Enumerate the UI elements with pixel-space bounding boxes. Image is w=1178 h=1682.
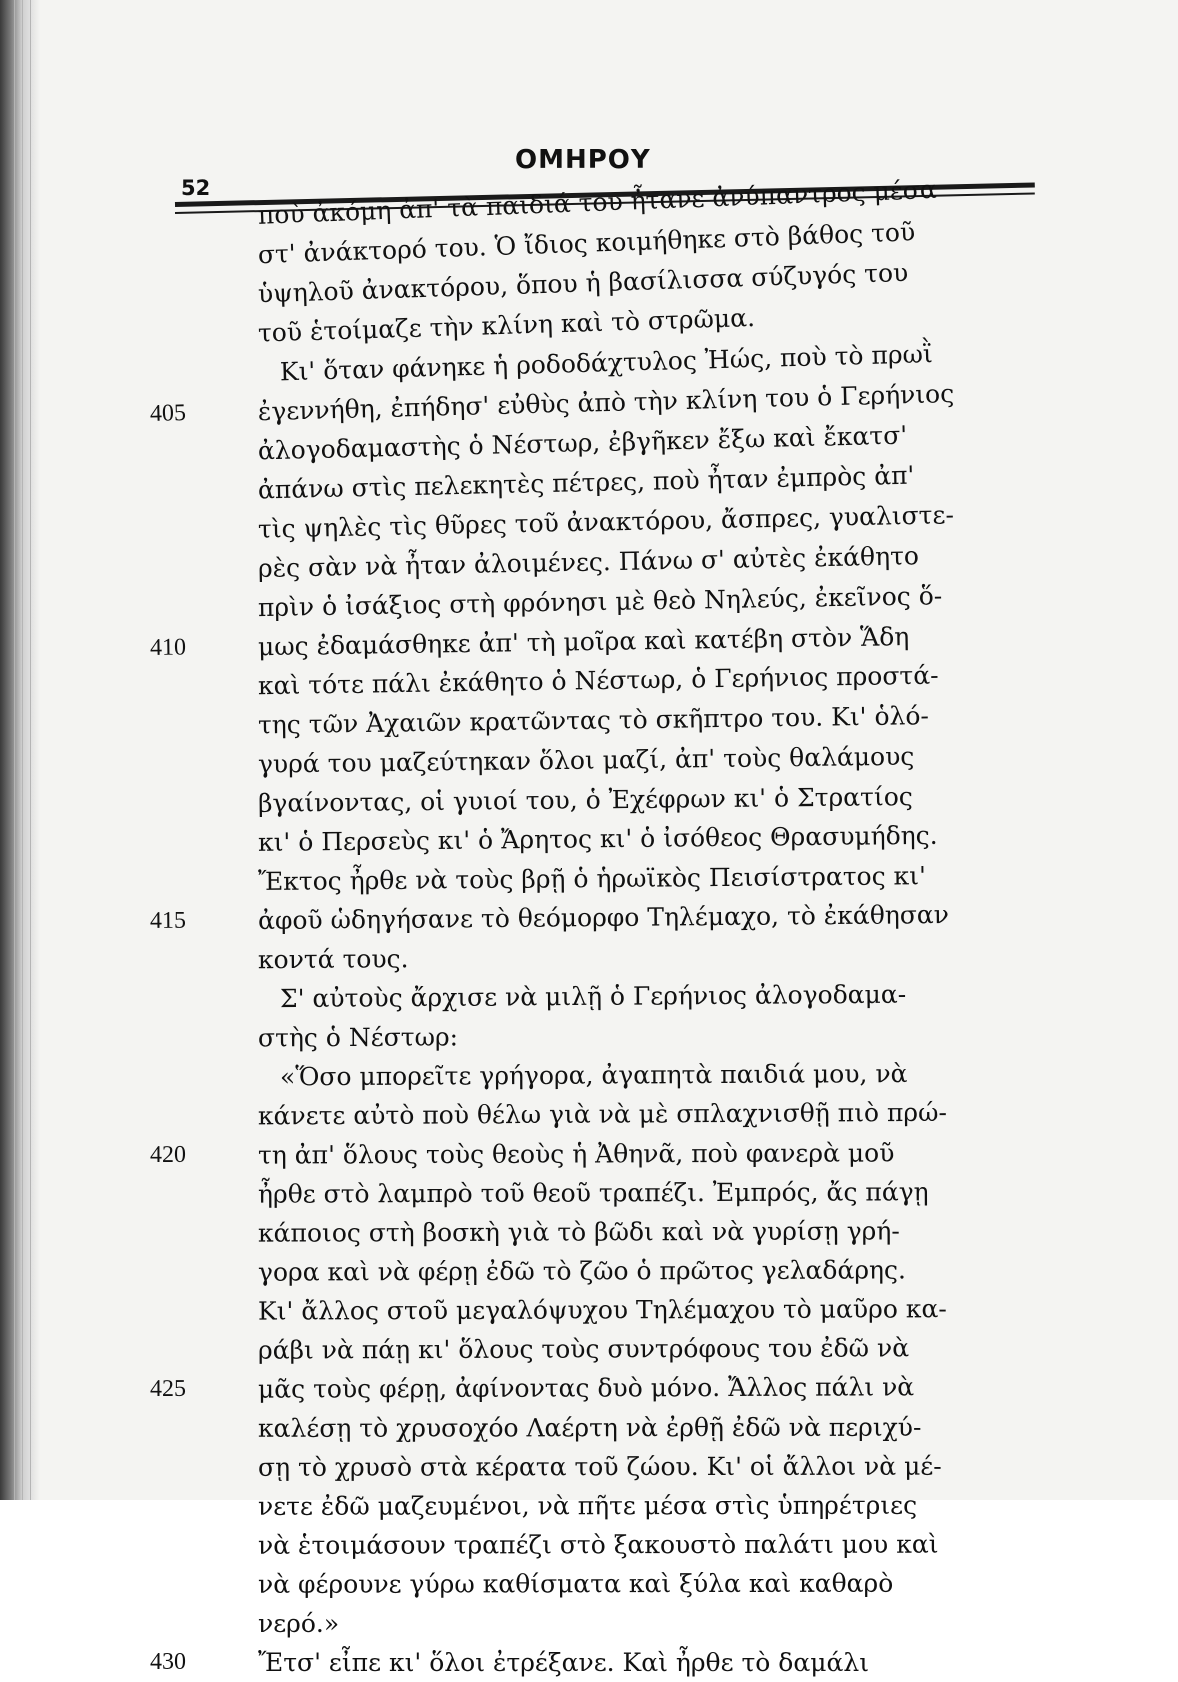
verse-number: 405 — [149, 393, 220, 434]
text-line — [150, 1643, 1070, 1682]
line-text: ρὲς σὰν νὰ ἦταν ἀλοιμένες. Πάνω σ' αὐτὲς ἐκάθητο — [258, 536, 920, 588]
line-text: μως ἐδαμάσθηκε ἀπ' τὴ μοῖρα καὶ κατέβη στὸν Ἅδη — [258, 617, 910, 666]
text-line — [150, 1524, 1070, 1565]
line-text: γυρά του μαζεύτηκαν ὅλοι μαζί, ἀπ' τοὺς θαλάμους — [258, 737, 915, 784]
line-text: μᾶς τοὺς φέρῃ, ἀφίνοντας δυὸ μόνο. Ἄλλος πάλι νὰ — [258, 1367, 914, 1408]
verse-number: 420 — [150, 1136, 220, 1175]
text-line — [150, 1446, 1070, 1487]
line-text: Κι' ὅταν φάνηκε ἡ ροδοδάχτυλος Ἠώς, ποὺ τὸ πρωῒ — [279, 334, 933, 391]
line-text: κάποιος στὴ βοσκὴ γιὰ τὸ βῶδι καὶ νὰ γυρίσῃ γρή- — [258, 1211, 900, 1252]
line-text: Ἔτσ' εἶπε κι' ὅλοι ἐτρέξανε. Καὶ ἦρθε τὸ δαμάλι — [258, 1643, 869, 1682]
line-text: βγαίνοντας, οἱ γυιοί του, ὁ Ἐχέφρων κι' ὁ Στρατίος — [258, 777, 913, 823]
line-text: Σ' αὐτοὺς ἄρχισε νὰ μιλῇ ὁ Γερήνιος ἀλογοδαμα- — [280, 975, 906, 1018]
line-text: κάνετε αὐτὸ ποὺ θέλω γιὰ νὰ μὲ σπλαχνισθῇ πιὸ πρώ- — [258, 1093, 947, 1136]
page-edge-line — [22, 0, 23, 1500]
line-text: καλέσῃ τὸ χρυσοχόο Λαέρτη νὰ ἐρθῇ ἐδῶ νὰ περιχύ- — [258, 1408, 922, 1448]
line-text: «Ὅσο μπορεῖτε γρήγορα, ἀγαπητὰ παιδιά μου, νὰ — [280, 1054, 908, 1096]
page-edge-line — [30, 0, 31, 1500]
verse-number: 430 — [150, 1643, 220, 1682]
text-line — [150, 1014, 1070, 1058]
verse-number — [149, 197, 219, 200]
verse-number — [150, 862, 220, 863]
line-text: Ἔκτος ἦρθε νὰ τοὺς βρῇ ὁ ἡρωϊκὸς Πεισίστρατος κι' — [258, 856, 926, 901]
line-text: ἐγεννήθη, ἐπήδησ' εὐθὺς ἀπὸ τὴν κλίνη του ὁ Γερήνιος — [257, 374, 954, 431]
verse-number — [150, 667, 220, 668]
text-line — [150, 974, 1070, 1019]
line-text: ράβι νὰ πάῃ κι' ὅλους τοὺς συντρόφους του ἐδῶ νὰ — [258, 1328, 909, 1369]
text-line — [150, 1092, 1070, 1136]
page-edge-shadow — [0, 0, 40, 1500]
verse-number — [150, 745, 220, 746]
line-text: γορα καὶ νὰ φέρῃ ἐδῶ τὸ ζῶο ὁ πρῶτος γελαδάρης. — [258, 1250, 906, 1291]
running-title: ΟΜΗΡΟΥ — [515, 145, 651, 175]
line-text: κοντά τους. — [258, 939, 409, 979]
verse-number — [150, 589, 220, 590]
verse-number — [150, 550, 220, 551]
body-text — [150, 200, 1070, 1682]
text-line — [150, 1407, 1070, 1448]
line-text: ἀλογοδαμαστὴς ὁ Νέστωρ, ἐβγῆκεν ἔξω καὶ ἔκατσ' — [257, 416, 907, 471]
line-text: καὶ τότε πάλι ἐκάθητο ὁ Νέστωρ, ὁ Γερήνιος προστά- — [258, 656, 939, 706]
text-line — [150, 1133, 1070, 1175]
verse-number: 410 — [150, 628, 221, 668]
text-line — [150, 1563, 1070, 1604]
line-text: πρὶν ὁ ἰσάξιος στὴ φρόνησι μὲ θεὸ Νηλεύς, ἐκεῖνος ὅ- — [258, 576, 943, 627]
line-text: νερό.» — [258, 1604, 339, 1643]
page-edge-line — [14, 0, 15, 1500]
line-text: νετε ἐδῶ μαζευμένοι, νὰ πῆτε μέσα στὶς ὑπηρέτριες — [258, 1486, 917, 1526]
text-line — [150, 1485, 1070, 1526]
line-text: ὑψηλοῦ ἀνακτόρου, ὅπου ἡ βασίλισσα σύζυγός του — [257, 253, 909, 314]
line-text: της τῶν Ἀχαιῶν κρατῶντας τὸ σκῆπτρο του. Κι' ὁλό- — [258, 696, 929, 744]
line-text: νὰ φέρουνε γύρω καθίσματα καὶ ξύλα καὶ καθαρὸ — [258, 1564, 893, 1604]
text-line — [150, 1172, 1070, 1214]
line-text: κι' ὁ Περσεὺς κι' ὁ Ἄρητος κι' ὁ ἰσόθεος Θρασυμήδης. — [258, 816, 938, 862]
text-line — [150, 1367, 1070, 1409]
verse-number: 415 — [150, 901, 220, 941]
text-line — [150, 935, 1070, 980]
text-line — [150, 1053, 1070, 1097]
line-text: στὴς ὁ Νέστωρ: — [258, 1017, 458, 1057]
line-text: τὶς ψηλὲς τὶς θῦρες τοῦ ἀνακτόρου, ἄσπρες, γυαλιστε- — [258, 495, 955, 549]
line-text: ἀφοῦ ὡδηγήσανε τὸ θεόμορφο Τηλέμαχο, τὸ ἐκάθησαν — [258, 895, 949, 940]
line-text: νὰ ἑτοιμάσουν τραπέζι στὸ ξακουστὸ παλάτι μου καὶ — [258, 1525, 939, 1565]
text-line — [150, 1211, 1070, 1253]
line-text: σῃ τὸ χρυσὸ στὰ κέρατα τοῦ ζώου. Κι' οἱ ἄλλοι νὰ μέ- — [258, 1447, 942, 1487]
line-text: ποὺ ἀκόμη ἀπ' τὰ παιδιά του ἦτανε ἀνύπαντρος μέσα — [257, 170, 937, 235]
line-text: Κι' ἄλλος στοῦ μεγαλόψυχου Τηλέμαχου τὸ μαῦρο κα- — [258, 1289, 947, 1330]
verse-number — [150, 823, 220, 824]
line-text: τη ἀπ' ὅλους τοὺς θεοὺς ἡ Ἀθηνᾶ, ποὺ φανερὰ μοῦ — [258, 1133, 895, 1174]
text-line — [150, 894, 1070, 941]
verse-number: 425 — [150, 1370, 220, 1409]
text-line — [150, 1604, 1070, 1643]
text-line — [150, 1289, 1070, 1331]
line-text: ἦρθε στὸ λαμπρὸ τοῦ θεοῦ τραπέζι. Ἐμπρός, ἄς πάγῃ — [258, 1172, 929, 1213]
text-line — [150, 1250, 1070, 1292]
page-number: 52 — [181, 176, 210, 200]
text-line — [150, 1328, 1070, 1370]
verse-number — [150, 706, 220, 707]
line-text: στ' ἀνάκτορό του. Ὁ ἴδιος κοιμήθηκε στὸ βάθος τοῦ — [257, 212, 916, 274]
line-text: ἀπάνω στὶς πελεκητὲς πέτρες, ποὺ ἦταν ἐμπρὸς ἀπ' — [258, 456, 915, 510]
verse-number — [150, 784, 220, 785]
line-text: τοῦ ἑτοίμαζε τὴν κλίνη καὶ τὸ στρῶμα. — [257, 298, 755, 353]
